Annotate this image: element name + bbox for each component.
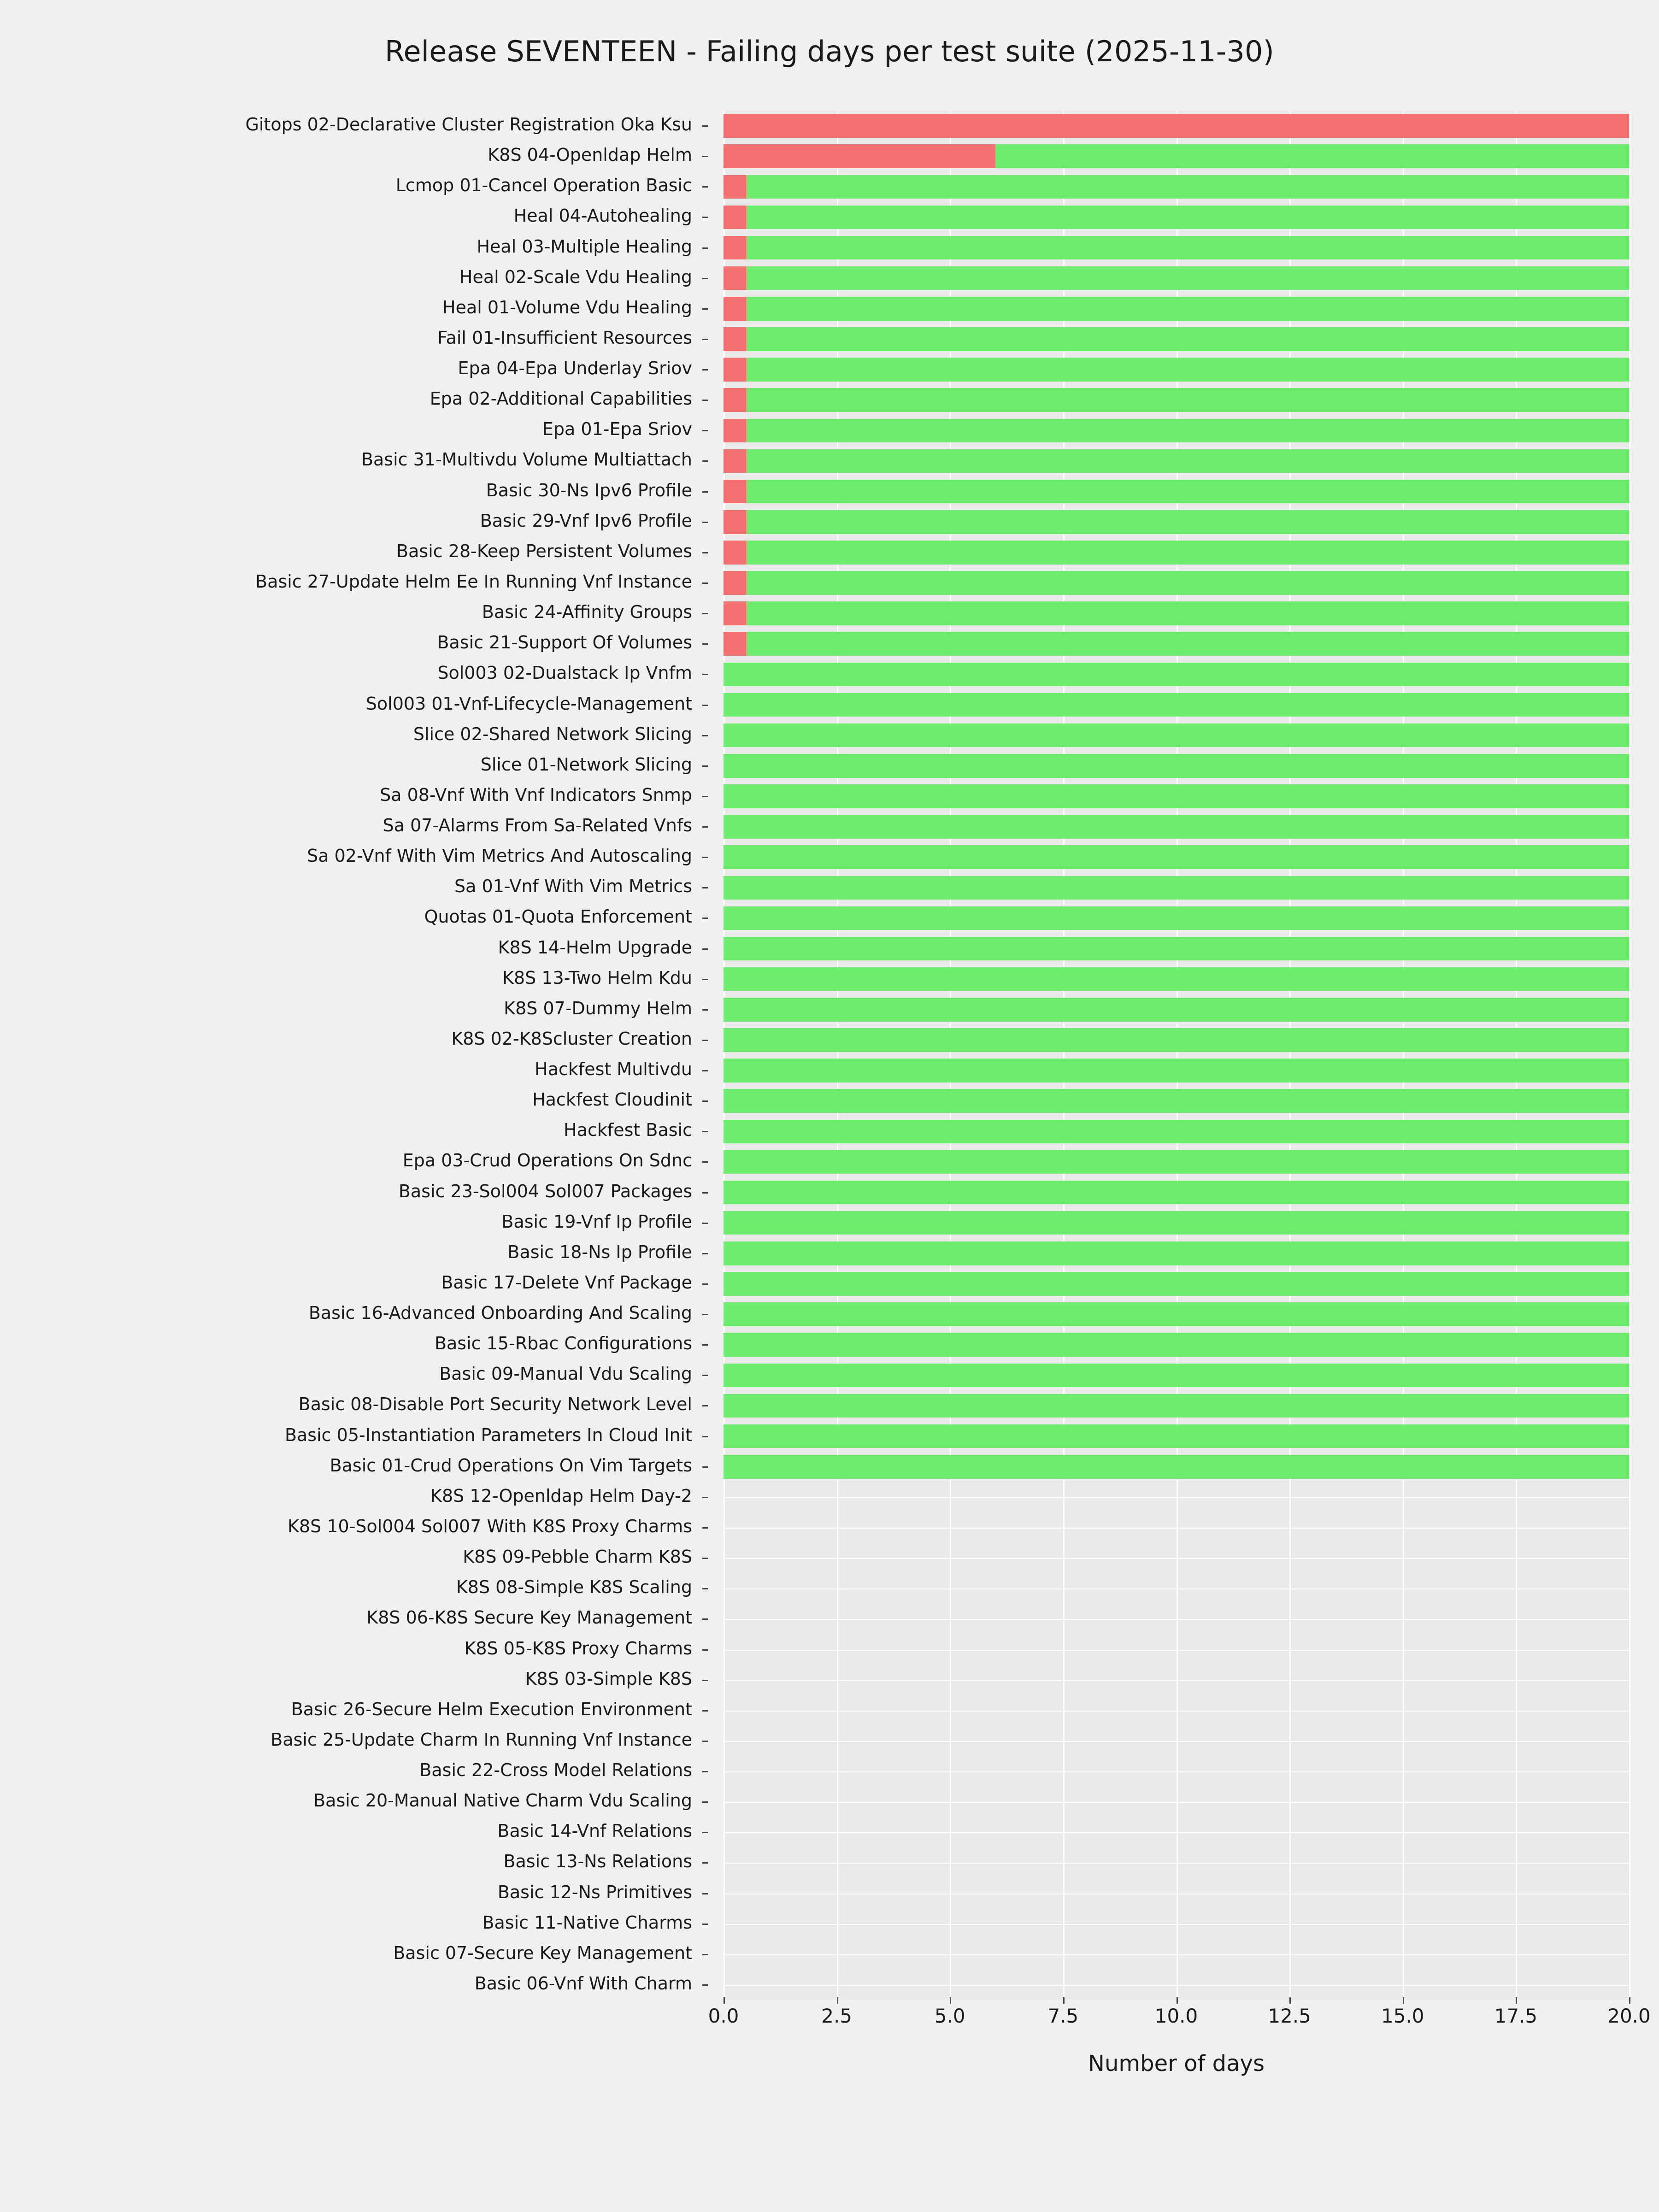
bar-row [724, 1333, 1629, 1357]
bar-row [724, 1577, 1629, 1600]
y-axis-tick-label: Sa 02-Vnf With Vim Metrics And Autoscaling [307, 846, 692, 866]
y-axis-tick-label: Basic 01-Crud Operations On Vim Targets [329, 1455, 692, 1476]
y-axis-tick-mark [702, 979, 708, 980]
bar-row [724, 1912, 1629, 1936]
y-axis-tick-mark [702, 1070, 708, 1071]
bar-row [724, 1851, 1629, 1875]
y-axis-tick-label: Basic 22-Cross Model Relations [419, 1760, 692, 1781]
y-axis-tick-label: Epa 01-Epa Sriov [542, 419, 692, 440]
bar-row [724, 937, 1629, 961]
y-axis-tick-label: K8S 08-Simple K8S Scaling [456, 1577, 692, 1598]
y-axis-tick-mark [702, 1466, 708, 1468]
bar-row [724, 1790, 1629, 1814]
y-axis-tick-label: Sol003 01-Vnf-Lifecycle-Management [365, 693, 692, 714]
y-axis-tick-mark [702, 1040, 708, 1041]
y-axis-tick-label: Basic 06-Vnf With Charm [474, 1973, 692, 1994]
bar-row [724, 144, 1629, 168]
bar-row [724, 297, 1629, 321]
y-axis-tick-label: Basic 19-Vnf Ip Profile [501, 1211, 692, 1232]
bar-segment-failing [724, 206, 746, 229]
bar-segment-passing [746, 571, 1629, 595]
y-axis-tick-label: Basic 16-Advanced Onboarding And Scaling [308, 1303, 692, 1324]
y-axis-labels [0, 111, 710, 2000]
bar-segment-passing [724, 815, 1629, 839]
x-axis-tick-mark [1629, 1997, 1630, 2004]
x-axis-tick-mark [724, 1997, 725, 2004]
x-axis-tick-label: 20.0 [1607, 2005, 1651, 2027]
y-axis-tick-label: K8S 04-Openldap Helm [488, 145, 692, 165]
bar-segment-passing [724, 1059, 1629, 1082]
y-axis-tick-label: Basic 07-Secure Key Management [393, 1942, 692, 1963]
y-axis-tick-mark [702, 948, 708, 950]
bar-row [724, 510, 1629, 534]
bar-segment-passing [724, 1272, 1629, 1296]
y-axis-tick-mark [702, 308, 708, 310]
y-axis-tick-mark [702, 460, 708, 462]
bar-row [724, 1059, 1629, 1082]
y-axis-tick-label: K8S 09-Pebble Charm K8S [463, 1547, 692, 1567]
y-axis-tick-label: K8S 03-Simple K8S [525, 1668, 692, 1689]
bar-segment-passing [746, 541, 1629, 565]
y-axis-tick-label: Basic 18-Ns Ip Profile [507, 1241, 692, 1262]
x-axis-tick-mark [1289, 1997, 1291, 2004]
y-axis-tick-label: Sol003 02-Dualstack Ip Vnfm [437, 663, 692, 683]
y-axis-tick-label: Sa 01-Vnf With Vim Metrics [454, 876, 692, 897]
y-axis-tick-mark [702, 1954, 708, 1955]
bar-row [724, 266, 1629, 290]
bar-row [724, 1120, 1629, 1144]
y-axis-tick-mark [702, 217, 708, 218]
y-axis-tick-mark [702, 1131, 708, 1132]
bar-row [724, 1759, 1629, 1783]
bar-row [724, 419, 1629, 443]
y-axis-tick-label: Basic 23-Sol004 Sol007 Packages [398, 1181, 692, 1201]
y-axis-tick-mark [702, 643, 708, 645]
y-axis-tick-mark [702, 1009, 708, 1011]
y-axis-tick-label: Heal 02-Scale Vdu Healing [459, 266, 692, 287]
y-axis-tick-mark [702, 1588, 708, 1589]
bar-row [724, 967, 1629, 991]
x-axis-labels [708, 2005, 1651, 2037]
y-axis-tick-label: Basic 27-Update Helm Ee In Running Vnf Instance [255, 571, 692, 592]
y-axis-tick-mark [702, 400, 708, 401]
bar-segment-passing [746, 419, 1629, 443]
y-axis-tick-mark [702, 613, 708, 614]
bar-row [724, 1089, 1629, 1113]
bar-segment-passing [724, 1211, 1629, 1235]
bar-segment-failing [724, 480, 746, 504]
y-axis-tick-mark [702, 796, 708, 797]
y-axis-tick-mark [702, 1223, 708, 1224]
bar-segment-passing [724, 845, 1629, 869]
bar-row [724, 1211, 1629, 1235]
x-axis-tick-label: 0.0 [708, 2005, 739, 2027]
bar-row [724, 906, 1629, 930]
y-axis-tick-label: Heal 04-Autohealing [513, 206, 692, 226]
y-axis-tick-label: Basic 12-Ns Primitives [497, 1882, 692, 1902]
x-axis-tick-mark [1177, 1997, 1178, 2004]
bar-row [724, 327, 1629, 351]
y-axis-tick-mark [702, 887, 708, 888]
y-axis-tick-mark [702, 1862, 708, 1864]
bar-row [724, 724, 1629, 747]
y-axis-tick-label: Hackfest Cloudinit [532, 1089, 692, 1110]
bar-segment-passing [746, 206, 1629, 229]
y-axis-tick-mark [702, 1984, 708, 1986]
y-axis-tick-label: Hackfest Multivdu [535, 1059, 692, 1080]
y-axis-tick-mark [702, 1283, 708, 1285]
y-axis-tick-label: K8S 02-K8Scluster Creation [451, 1028, 692, 1049]
bar-segment-passing [995, 144, 1630, 168]
bar-segment-passing [746, 297, 1629, 321]
y-axis-tick-label: K8S 05-K8S Proxy Charms [464, 1638, 692, 1659]
x-axis-tick-label: 10.0 [1154, 2005, 1198, 2027]
y-axis-tick-label: K8S 12-Openldap Helm Day-2 [430, 1485, 692, 1506]
bar-row [724, 663, 1629, 687]
y-axis-tick-label: Basic 05-Instantiation Parameters In Cloud Init [284, 1424, 692, 1445]
bar-row [724, 693, 1629, 717]
bar-row [724, 1302, 1629, 1326]
y-axis-tick-label: Basic 08-Disable Port Security Network Level [298, 1394, 692, 1415]
y-axis-tick-label: Basic 30-Ns Ipv6 Profile [486, 480, 692, 500]
y-axis-tick-mark [702, 1893, 708, 1894]
x-axis-tick-label: 12.5 [1268, 2005, 1311, 2027]
bar-row [724, 1942, 1629, 1966]
y-axis-tick-label: Heal 01-Volume Vdu Healing [442, 297, 692, 318]
y-axis-tick-label: Epa 04-Epa Underlay Sriov [458, 358, 692, 379]
bar-row [724, 1150, 1629, 1174]
y-axis-tick-mark [702, 1801, 708, 1803]
y-axis-tick-label: K8S 10-Sol004 Sol007 With K8S Proxy Charms [288, 1516, 692, 1536]
y-axis-tick-mark [702, 1680, 708, 1681]
bar-segment-passing [724, 1089, 1629, 1113]
x-axis-tick-mark [1063, 1997, 1065, 2004]
y-axis-tick-mark [702, 1192, 708, 1194]
y-axis-tick-label: Basic 15-Rbac Configurations [434, 1333, 692, 1354]
bar-segment-passing [724, 937, 1629, 961]
y-axis-tick-label: K8S 14-Helm Upgrade [498, 937, 692, 958]
x-axis-title: Number of days [1088, 2051, 1265, 2077]
bar-segment-failing [724, 510, 746, 534]
bar-segment-passing [724, 1424, 1629, 1448]
y-axis-tick-mark [702, 552, 708, 553]
y-axis-tick-label: Lcmop 01-Cancel Operation Basic [395, 175, 692, 196]
bar-row [724, 632, 1629, 656]
bar-segment-passing [724, 876, 1629, 900]
bar-segment-failing [724, 266, 746, 290]
bar-row [724, 388, 1629, 412]
y-axis-tick-mark [702, 1497, 708, 1498]
x-axis-tick-label: 7.5 [1047, 2005, 1079, 2027]
bar-row [724, 571, 1629, 595]
y-axis-tick-mark [702, 186, 708, 188]
x-axis-tick-label: 2.5 [821, 2005, 853, 2027]
bar-row [724, 1668, 1629, 1692]
y-axis-tick-mark [702, 1771, 708, 1772]
bar-segment-passing [746, 358, 1629, 382]
bar-segment-failing [724, 419, 746, 443]
y-axis-tick-mark [702, 1100, 708, 1102]
bar-segment-passing [724, 724, 1629, 747]
bar-row [724, 754, 1629, 778]
bar-row [724, 1516, 1629, 1540]
bar-segment-passing [724, 1241, 1629, 1265]
y-axis-tick-mark [702, 247, 708, 249]
x-axis-tick-mark [950, 1997, 951, 2004]
y-axis-tick-label: Basic 17-Delete Vnf Package [441, 1272, 692, 1293]
y-axis-tick-label: Basic 31-Multivdu Volume Multiattach [361, 449, 692, 470]
y-axis-tick-label: Epa 03-Crud Operations On Sdnc [402, 1150, 692, 1171]
y-axis-tick-mark [702, 1253, 708, 1254]
bar-row [724, 175, 1629, 199]
bar-row [724, 1638, 1629, 1662]
y-axis-tick-mark [702, 1344, 708, 1346]
bar-row [724, 541, 1629, 565]
bar-segment-failing [724, 388, 746, 412]
bar-segment-passing [724, 663, 1629, 687]
y-axis-tick-label: K8S 13-Two Helm Kdu [502, 967, 692, 988]
x-axis-tick-label: 5.0 [934, 2005, 965, 2027]
y-axis-tick-mark [702, 522, 708, 523]
bar-segment-passing [724, 967, 1629, 991]
y-axis-tick-mark [702, 339, 708, 340]
y-axis-tick-mark [702, 826, 708, 828]
bar-row [724, 1882, 1629, 1906]
y-axis-tick-mark [702, 278, 708, 279]
y-axis-tick-mark [702, 1924, 708, 1925]
bar-row [724, 1455, 1629, 1479]
y-axis-tick-mark [702, 1832, 708, 1833]
y-axis-tick-label: Hackfest Basic [564, 1120, 692, 1141]
y-axis-tick-label: Basic 14-Vnf Relations [497, 1821, 692, 1841]
y-axis-tick-label: Gitops 02-Declarative Cluster Registration Oka Ksu [245, 114, 692, 135]
bar-segment-passing [724, 1455, 1629, 1479]
bar-segment-passing [724, 1150, 1629, 1174]
bar-segment-failing [724, 632, 746, 656]
bar-segment-failing [724, 297, 746, 321]
y-axis-tick-label: Basic 25-Update Charm In Running Vnf Instance [271, 1729, 692, 1750]
bar-segment-failing [724, 175, 746, 199]
y-axis-tick-mark [702, 1527, 708, 1529]
bar-row [724, 784, 1629, 808]
y-axis-tick-label: Basic 13-Ns Relations [503, 1851, 692, 1872]
bar-row [724, 1699, 1629, 1723]
y-axis-tick-mark [702, 156, 708, 157]
y-axis-tick-label: Slice 01-Network Slicing [480, 754, 692, 775]
bar-row [724, 1272, 1629, 1296]
bar-segment-passing [746, 632, 1629, 656]
bar-segment-passing [724, 998, 1629, 1022]
bar-segment-passing [724, 1333, 1629, 1357]
vertical-gridline [1629, 111, 1630, 2000]
y-axis-tick-mark [702, 1405, 708, 1406]
bar-segment-failing [724, 541, 746, 565]
bar-segment-failing [724, 114, 1629, 138]
y-axis-tick-label: Sa 07-Alarms From Sa-Related Vnfs [382, 815, 692, 836]
bar-row [724, 876, 1629, 900]
y-axis-tick-label: Epa 02-Additional Capabilities [429, 388, 692, 409]
chart-title: Release SEVENTEEN - Failing days per test suite (2025-11-30) [384, 35, 1275, 68]
bar-row [724, 845, 1629, 869]
bar-row [724, 480, 1629, 504]
bar-row [724, 1821, 1629, 1845]
bar-segment-passing [746, 266, 1629, 290]
y-axis-tick-mark [702, 125, 708, 127]
y-axis-tick-mark [702, 674, 708, 675]
y-axis-tick-label: Basic 28-Keep Persistent Volumes [396, 541, 692, 561]
y-axis-tick-mark [702, 1710, 708, 1712]
y-axis-tick-mark [702, 1161, 708, 1163]
y-axis-tick-mark [702, 430, 708, 431]
y-axis-tick-label: Basic 24-Affinity Groups [482, 602, 692, 623]
bar-row [724, 114, 1629, 138]
y-axis-tick-mark [702, 765, 708, 767]
y-axis-tick-mark [702, 705, 708, 706]
bar-row [724, 1181, 1629, 1205]
y-axis-tick-label: Basic 20-Manual Native Charm Vdu Scaling [313, 1790, 692, 1811]
bar-segment-failing [724, 358, 746, 382]
bar-row [724, 236, 1629, 260]
bar-segment-passing [724, 906, 1629, 930]
bar-row [724, 1485, 1629, 1509]
y-axis-tick-mark [702, 1436, 708, 1437]
x-axis-tick-mark [1403, 1997, 1404, 2004]
bar-segment-passing [746, 388, 1629, 412]
y-axis-tick-mark [702, 918, 708, 919]
y-axis-tick-mark [702, 1558, 708, 1559]
bar-segment-failing [724, 327, 746, 351]
bar-segment-passing [724, 1302, 1629, 1326]
bar-row [724, 1607, 1629, 1631]
bar-segment-passing [724, 1120, 1629, 1144]
bar-row [724, 358, 1629, 382]
bar-segment-passing [746, 510, 1629, 534]
y-axis-tick-label: Heal 03-Multiple Healing [477, 236, 692, 257]
bar-segment-failing [724, 236, 746, 260]
y-axis-tick-mark [702, 857, 708, 858]
bar-segment-passing [746, 175, 1629, 199]
bar-segment-passing [746, 601, 1629, 625]
bar-row [724, 601, 1629, 625]
bar-segment-passing [746, 449, 1629, 473]
y-axis-tick-mark [702, 491, 708, 493]
bar-segment-passing [724, 1181, 1629, 1205]
bar-segment-passing [724, 693, 1629, 717]
bar-segment-passing [746, 236, 1629, 260]
y-axis-tick-label: Basic 26-Secure Helm Execution Environment [291, 1699, 692, 1719]
bars-layer [724, 111, 1629, 2000]
plot-area [724, 111, 1629, 2000]
y-axis-tick-mark [702, 1618, 708, 1620]
bar-row [724, 1729, 1629, 1753]
y-axis-tick-mark [702, 1741, 708, 1742]
x-axis-tick-mark [837, 1997, 838, 2004]
y-axis-tick-mark [702, 1314, 708, 1315]
y-axis-tick-mark [702, 735, 708, 736]
y-axis-tick-label: K8S 07-Dummy Helm [504, 998, 692, 1018]
x-axis-tick-label: 17.5 [1494, 2005, 1538, 2027]
x-axis-tick-label: 15.0 [1381, 2005, 1424, 2027]
y-axis-tick-label: Basic 11-Native Charms [482, 1912, 692, 1933]
y-axis-tick-mark [702, 1649, 708, 1651]
bar-segment-passing [724, 1028, 1629, 1052]
bar-segment-passing [724, 754, 1629, 778]
bar-row [724, 449, 1629, 473]
y-axis-tick-label: K8S 06-K8S Secure Key Management [366, 1607, 692, 1628]
bar-row [724, 1424, 1629, 1448]
bar-row [724, 1028, 1629, 1052]
bar-segment-failing [724, 571, 746, 595]
y-axis-tick-label: Basic 09-Manual Vdu Scaling [439, 1364, 692, 1384]
bar-segment-failing [724, 144, 995, 168]
y-axis-tick-label: Basic 29-Vnf Ipv6 Profile [480, 510, 692, 531]
bar-segment-failing [724, 601, 746, 625]
bar-row [724, 1241, 1629, 1265]
bar-segment-failing [724, 449, 746, 473]
bar-row [724, 1364, 1629, 1388]
bar-segment-passing [724, 1364, 1629, 1388]
y-axis-tick-mark [702, 369, 708, 371]
bar-row [724, 206, 1629, 229]
bar-segment-passing [746, 327, 1629, 351]
bar-row [724, 1394, 1629, 1418]
y-axis-tick-label: Slice 02-Shared Network Slicing [413, 724, 692, 744]
y-axis-tick-mark [702, 1375, 708, 1376]
y-axis-tick-label: Fail 01-Insufficient Resources [437, 327, 692, 348]
y-axis-tick-label: Basic 21-Support Of Volumes [437, 632, 692, 653]
y-axis-tick-mark [702, 582, 708, 584]
bar-segment-passing [724, 1394, 1629, 1418]
bar-row [724, 1546, 1629, 1570]
y-axis-tick-label: Sa 08-Vnf With Vnf Indicators Snmp [380, 784, 692, 805]
bar-row [724, 998, 1629, 1022]
x-axis-tick-mark [1516, 1997, 1517, 2004]
y-axis-tick-label: Quotas 01-Quota Enforcement [424, 906, 692, 927]
bar-row [724, 1973, 1629, 1997]
bar-segment-passing [746, 480, 1629, 504]
bar-row [724, 815, 1629, 839]
bar-segment-passing [724, 784, 1629, 808]
